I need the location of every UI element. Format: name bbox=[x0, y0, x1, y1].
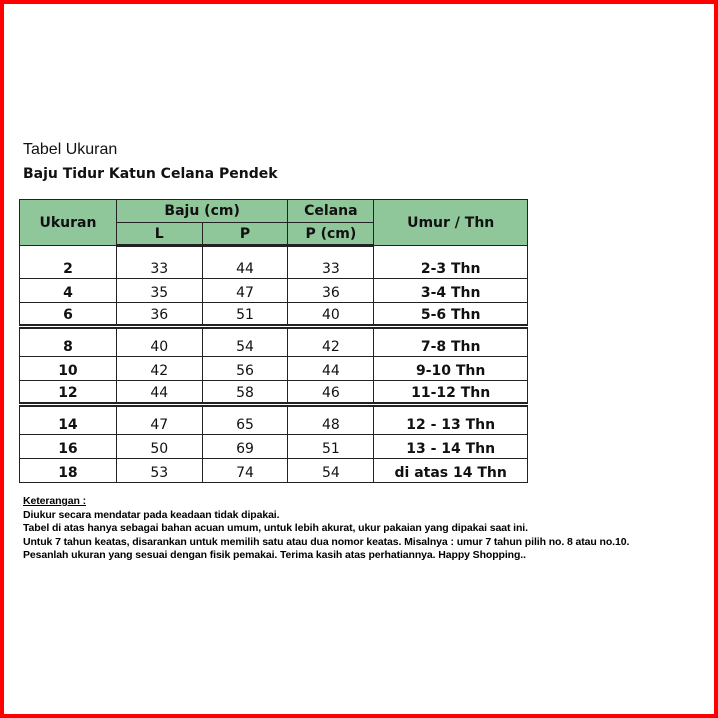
cell-umur: 7-8 Thn bbox=[374, 327, 528, 357]
cell-baju-l: 47 bbox=[116, 405, 202, 435]
table-row bbox=[20, 357, 528, 381]
cell-celana-p: 40 bbox=[288, 303, 374, 327]
cell-ukuran: 10 bbox=[20, 357, 117, 381]
cell-baju-l: 40 bbox=[116, 327, 202, 357]
cell-celana-p: 36 bbox=[288, 279, 374, 303]
cell-ukuran: 8 bbox=[20, 327, 117, 357]
header-celana: Celana bbox=[288, 200, 374, 223]
cell-baju-p: 51 bbox=[202, 303, 288, 327]
notes bbox=[23, 495, 629, 563]
page-subtitle: Baju Tidur Katun Celana Pendek bbox=[23, 166, 278, 182]
cell-umur: 5-6 Thn bbox=[374, 303, 528, 327]
cell-baju-p: 44 bbox=[202, 246, 288, 279]
cell-baju-p: 58 bbox=[202, 381, 288, 405]
cell-umur: 13 - 14 Thn bbox=[374, 435, 528, 459]
size-table bbox=[19, 199, 528, 483]
cell-umur: 2-3 Thn bbox=[374, 246, 528, 279]
cell-celana-p: 42 bbox=[288, 327, 374, 357]
cell-ukuran: 18 bbox=[20, 459, 117, 483]
notes-heading: Keterangan : bbox=[23, 495, 86, 507]
note-line: Diukur secara mendatar pada keadaan tidak dipakai. bbox=[23, 508, 280, 521]
cell-baju-l: 36 bbox=[116, 303, 202, 327]
cell-celana-p: 44 bbox=[288, 357, 374, 381]
cell-umur: di atas 14 Thn bbox=[374, 459, 528, 483]
cell-umur: 12 - 13 Thn bbox=[374, 405, 528, 435]
cell-ukuran: 4 bbox=[20, 279, 117, 303]
table-row bbox=[20, 381, 528, 405]
cell-celana-p: 51 bbox=[288, 435, 374, 459]
cell-baju-l: 53 bbox=[116, 459, 202, 483]
header-p: P bbox=[202, 223, 288, 246]
cell-baju-p: 47 bbox=[202, 279, 288, 303]
table-row bbox=[20, 279, 528, 303]
cell-ukuran: 16 bbox=[20, 435, 117, 459]
note-line: Pesanlah ukuran yang sesuai dengan fisik pemakai. Terima kasih atas perhatiannya. Happy Shopping.. bbox=[23, 549, 526, 561]
table-row bbox=[20, 459, 528, 483]
note-line: Tabel di atas hanya sebagai bahan acuan umum, untuk lebih akurat, ukur pakaian yang dipakai saat ini. bbox=[23, 522, 528, 534]
cell-baju-l: 33 bbox=[116, 246, 202, 279]
cell-umur: 11-12 Thn bbox=[374, 381, 528, 405]
header-baju: Baju (cm) bbox=[116, 200, 288, 223]
table-row bbox=[20, 303, 528, 327]
header-ukuran: Ukuran bbox=[20, 200, 117, 246]
header-umur: Umur / Thn bbox=[374, 200, 528, 246]
cell-baju-p: 56 bbox=[202, 357, 288, 381]
cell-baju-l: 35 bbox=[116, 279, 202, 303]
cell-celana-p: 48 bbox=[288, 405, 374, 435]
cell-baju-l: 42 bbox=[116, 357, 202, 381]
cell-baju-l: 50 bbox=[116, 435, 202, 459]
note-line: Untuk 7 tahun keatas, disarankan untuk memilih satu atau dua nomor keatas. Misalnya : umur 7 tahun pilih no. 8 atau no.10. bbox=[23, 535, 630, 548]
cell-baju-p: 65 bbox=[202, 405, 288, 435]
header-pcm: P (cm) bbox=[288, 223, 374, 246]
header-l: L bbox=[116, 223, 202, 246]
cell-umur: 9-10 Thn bbox=[374, 357, 528, 381]
table-row bbox=[20, 405, 528, 435]
page-title: Tabel Ukuran bbox=[23, 141, 118, 158]
table-row bbox=[20, 246, 528, 279]
cell-ukuran: 14 bbox=[20, 405, 117, 435]
cell-baju-p: 69 bbox=[202, 435, 288, 459]
cell-ukuran: 6 bbox=[20, 303, 117, 327]
cell-celana-p: 33 bbox=[288, 246, 374, 279]
cell-celana-p: 54 bbox=[288, 459, 374, 483]
table-row bbox=[20, 435, 528, 459]
cell-umur: 3-4 Thn bbox=[374, 279, 528, 303]
cell-ukuran: 12 bbox=[20, 381, 117, 405]
cell-baju-p: 54 bbox=[202, 327, 288, 357]
cell-baju-p: 74 bbox=[202, 459, 288, 483]
table-row bbox=[20, 327, 528, 357]
cell-ukuran: 2 bbox=[20, 246, 117, 279]
cell-baju-l: 44 bbox=[116, 381, 202, 405]
cell-celana-p: 46 bbox=[288, 381, 374, 405]
